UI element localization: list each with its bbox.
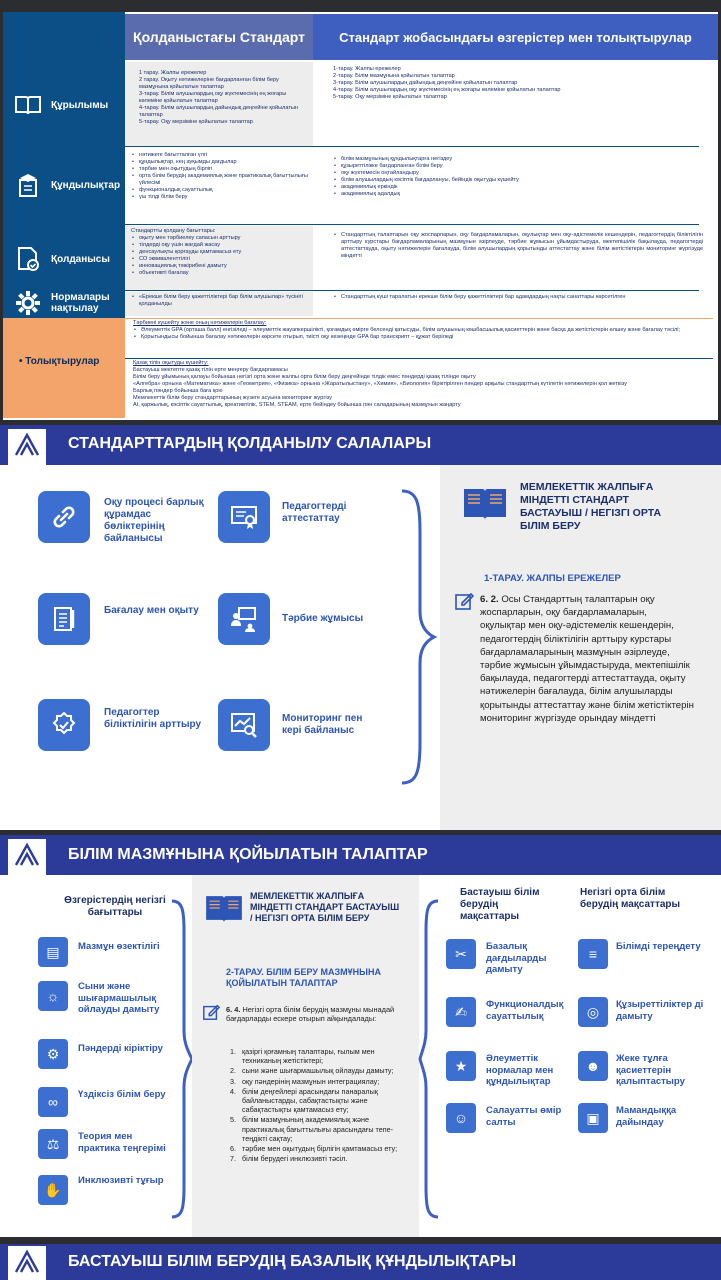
list-text: қазіргі қоғамның талаптары, ғылым мен техниканың жетістіктері; [242, 1047, 375, 1066]
change-item: Теория мен практика теңгерімі [78, 1131, 166, 1154]
text-line: • Стандарттың күші таралатын ерекше білім беру қажеттіліктері бар адамдардың нақты санаттары көрсетілген [333, 294, 703, 301]
divider [17, 146, 699, 147]
row-label-text: Нормалары нақтылау [51, 292, 110, 314]
user-circle-icon: ☻ [578, 1051, 608, 1081]
additions-a-title: Тәрбиені күшейту және оның нәтижелерін бағалау: [133, 320, 267, 326]
text-line: • тәрбие мен оқытудың бірлігі [131, 166, 311, 173]
standard-title: МЕМЛЕКЕТТІК ЖАЛПЫҒА МІНДЕТТІ СТАНДАРТ БАСТАУЫШ / НЕГІЗГІ ОРТА БІЛІМ БЕРУ [520, 481, 662, 532]
text-line: • құндылықтар, кең ауқымды дағдылар [131, 159, 311, 166]
list-text: оқу пәндерінің мазмұнын интеграциялау; [242, 1076, 380, 1086]
tools-icon: ✂ [446, 939, 476, 969]
text-line: 1 тарау. Жалпы ережелер [139, 70, 207, 76]
person-icon: ☺ [446, 1103, 476, 1133]
text-line: Барлық пәндер бойынша баға қою [133, 388, 223, 394]
divider [17, 290, 699, 291]
header-draft-changes: Стандарт жобасындағы өзгерістер мен толықтырулар [313, 14, 718, 60]
text-line: 3-тарау. Білім алушылардың оқу жүктемесінің ең жоғары көлеміне қойылатын талаптар [139, 91, 287, 104]
list-text: тәрбие мен оқытудың бірлігін қамтамасыз ету; [242, 1144, 398, 1154]
area-label: Педагогтер біліктілігін арттыру [104, 707, 202, 730]
text-line: • білім мазмұнының құндылықтарға негіздеу [333, 156, 703, 163]
text-line: • Қорытындысы бойынша бағалау нәтижелерін көрсете отырып, тиісті оқу кезеңінде GPA бар транскрипт – құжат беріледі [133, 334, 713, 341]
brace-left [168, 897, 194, 1227]
text-line: • тілдерді оқу үшін жағдай жасау [131, 242, 307, 249]
row-label-values [13, 172, 125, 198]
text-line: • функционалдық сауаттылық [131, 187, 311, 194]
additions-label-cell [3, 318, 125, 418]
text-line: 1-тарау. Жалпы ережелер [333, 66, 401, 72]
additions-b-title: Қазақ тілін оқытуды күшейту: [133, 360, 209, 366]
open-book-icon [462, 483, 508, 528]
academy-logo [8, 429, 46, 465]
clause-list [226, 1047, 408, 1164]
brace-right [418, 897, 442, 1227]
brain-icon: ☼ [38, 981, 68, 1011]
list-number: 1. [230, 1047, 236, 1056]
edit-icon [454, 591, 474, 616]
list-item [226, 1087, 408, 1115]
clause-text [226, 1005, 406, 1024]
list-text: білім деңгейлері арасындағы панаралық байланыстарды, сабақтастықты және сабақтастықты қамтамасыз ету; [242, 1086, 378, 1115]
text-line: • академиялық адалдық [333, 191, 703, 198]
list-number: 2. [230, 1066, 236, 1076]
text-line: Мемлекеттік білім беру стандарттарының жүзеге асуына мониторинг жүргізу [133, 395, 332, 401]
list-number: 7. [230, 1154, 236, 1164]
goal-item: Жеке тұлға қасиеттерін қалыптастыру [616, 1053, 685, 1087]
list-number: 6. [230, 1144, 236, 1154]
text-line: • «Ерекше білім беру қажеттіліктері бар білім алушылар» түсінігі қолданылды [131, 294, 307, 308]
text-line: • денсаулықты қорғауды қамтамасыз ету [131, 249, 307, 256]
row-label-text: Құрылымы [51, 99, 109, 111]
list-text: білім берудегі инклюзивті тәсіл. [242, 1154, 348, 1164]
clause-body: Осы Стандарттың талаптарын оқу жоспарларын, оқу бағдарламаларын, оқулықтар мен оқу-әдістемелік кешендерін, педагогтердің біліктілігін арттыру курстары бағдарламаларының мазмұнын әзірлеуде, тәрбие жұмысын ұйымдастыруда, мектепішілік бақылауда, педагогтерді аттестаттауда, оқыту нәтижелерін бағалауда, білім алушыларды қорытынды аттестаттау және білім жетістіктерін мониторинг жүргізуде орындау міндетті [480, 594, 694, 724]
list-item [226, 1047, 408, 1065]
cell-structure-draft [333, 66, 703, 126]
text-line: 3-тарау. Білім алушылардың дайындық деңгейіне қойылатын талаптар [333, 80, 518, 86]
additions-upbringing [133, 320, 713, 358]
divider [125, 358, 713, 359]
row-label-structure [13, 92, 125, 118]
change-item: Үздіксіз білім беру [78, 1089, 166, 1100]
comparison-table-panel [3, 12, 718, 420]
header-current-standard: Қолданыстағы Стандарт [125, 14, 313, 60]
text-line: • білім алушылардың кәсіптік бағдарлануы, бейіндік оқытуды күшейту [333, 177, 703, 184]
checklist-icon [38, 593, 90, 645]
usage-title: Стандартты қолдану бағыттары: [131, 228, 216, 234]
change-item: Мазмұн өзектілігі [78, 941, 160, 952]
open-book-icon [204, 891, 244, 930]
text-line: • үш тілді білім беру [131, 194, 311, 201]
list-item [226, 1144, 408, 1153]
area-label: Мониторинг пен кері байланыс [282, 713, 363, 736]
text-line: Білім беру ұйымының қалауы бойынша негізгі орта және жалпы орта білім беру деңгейінде тілдік емес пәндерді қазақ тілінде оқыту [133, 374, 476, 380]
row-label-usage [13, 246, 125, 272]
goal-item: Әлеуметтік нормалар мен құндылықтар [486, 1053, 554, 1087]
clause-text [480, 593, 694, 725]
section-title: СТАНДАРТТАРДЫҢ ҚОЛДАНЫЛУ САЛАЛАРЫ [68, 435, 432, 452]
academy-logo [8, 839, 46, 875]
section-title-band [0, 425, 721, 465]
goal-item: Функционалдық сауаттылық [486, 999, 564, 1022]
goal-item: Мамандыққа дайындау [616, 1105, 677, 1128]
text-line: 5-тарау. Оқу мерзіміне қойылатын талаптар [333, 94, 447, 100]
clause-number: 6. 2. [480, 594, 499, 605]
text-line: • академиялық еркіндік [333, 184, 703, 191]
row-labels-column [3, 12, 125, 318]
list-item [226, 1066, 408, 1075]
list-item [226, 1077, 408, 1086]
content-requirements-panel [0, 835, 721, 1237]
change-item: Сыни және шығармашылық ойлауды дамыту [78, 981, 160, 1015]
clause-number: 6. 4. [226, 1005, 241, 1014]
change-item: Инклюзивті тұғыр [78, 1175, 164, 1186]
text-line: • инновациялық тәжірибені дамыту [131, 263, 307, 270]
row-label-norms [13, 290, 125, 316]
social-star-icon: ★ [446, 1051, 476, 1081]
changes-heading: Өзгерістердің негізгі бағыттары [64, 895, 166, 918]
row-label-text: Құндылықтар [51, 179, 121, 191]
primary-goals-heading: Бастауыш білім берудің мақсаттары [460, 887, 540, 922]
text-line: AI, қаржылық, кәсіптік сауаттылық, креативтілік, STEM, STEAM, ерте бейіндеу бойынша пән саладарының мазмұнын жаңарту [133, 402, 461, 408]
text-line: 4-тарау. Білім алушылардың дайындық деңгейіне қойылатын талаптар [139, 105, 299, 118]
text-line: 4-тарау. Білім алушылардың оқу жүктемесінің ең жоғары көлеміне қойылатын талаптар [333, 87, 561, 93]
text-line: • объективті бағалау [131, 270, 307, 277]
presentation-icon [218, 593, 270, 645]
document-check-icon [13, 246, 43, 272]
change-item: Пәндерді кіріктіру [78, 1043, 163, 1054]
academy-logo [8, 1246, 46, 1280]
goal-item: Салауатты өмір салты [486, 1105, 562, 1128]
text-line: • орта білім берудің академиялық және практикалық бағыттылығы үйлесімі [131, 173, 311, 187]
text-line: • нәтижеге бағытталған үлгі [131, 152, 311, 159]
cell-values-current [131, 152, 311, 224]
text-line: 5-тарау. Оқу мерзіміне қойылатын талаптар [139, 119, 253, 125]
list-number: 3. [230, 1076, 236, 1086]
monitoring-icon [218, 699, 270, 751]
area-label: Тәрбие жұмысы [282, 613, 364, 624]
area-label: Оқу процесі барлық құрамдас бөліктерінің байланысы [104, 497, 204, 544]
chapter-title: 1-ТАРАУ. ЖАЛПЫ ЕРЕЖЕЛЕР [484, 573, 621, 584]
application-areas-panel [0, 425, 721, 830]
list-item [226, 1115, 408, 1143]
list-number: 5. [230, 1115, 236, 1125]
area-label: Бағалау мен оқыту [104, 605, 199, 616]
book-icon [13, 92, 43, 118]
cell-usage-current [125, 226, 313, 290]
goal-item: Құзыреттіліктер ді дамыту [616, 999, 704, 1022]
text-line: 2-тарау. Білім мазмұнына қойылатын талаптар [333, 73, 455, 79]
chapter-title: 2-ТАРАУ. БІЛІМ БЕРУ МАЗМҰНЫНА ҚОЙЫЛАТЫН ТАЛАПТАР [226, 967, 381, 988]
list-item [226, 1154, 408, 1163]
briefcase-icon: ▣ [578, 1103, 608, 1133]
text-line: • Стандарттың талаптарын оқу жоспарларын, оқу бағдарламаларын, оқулықтар мен оқу-әдістемелік кешендерін, педагогтердің біліктілігін арттыру курстары бағдарламаларының мазмұнын әзірлеуде, тәрбие жұмысын ұйымдастыруда, мектепішілік бақылауда, педагогтерді аттестаттауда, оқыту нәтижелерін бағалауда, білім алушылардың қорытынды аттестаттау және білім жетістіктерін мониторинг жүргізуде міндетті [333, 232, 703, 260]
edit-icon [202, 1003, 220, 1026]
row-label-text: Қолданысы [51, 253, 110, 265]
theory-practice-icon: ⚖ [38, 1129, 68, 1159]
list-text: білім мазмұнының академиялық және практикалық бағыттылығы арасындағы тепе-теңдікті сақтау; [242, 1115, 394, 1143]
divider [17, 224, 699, 225]
standard-title: МЕМЛЕКЕТТІК ЖАЛПЫҒА МІНДЕТТІ СТАНДАРТ БАСТАУЫШ / НЕГІЗГІ ОРТА БІЛІМ БЕРУ [250, 891, 400, 923]
cell-values-draft [333, 156, 703, 216]
goal-item: Базалық дағдыларды дамыту [486, 941, 547, 975]
cell-norms-current [125, 292, 313, 316]
text-line: • Әлеуметтік GPA (орташа балл) енгізіледі – әлеуметтік жауапкершілікті, қоғамдық өмірге белсенді қатысуды, білім алушының көшбасшылық қасиеттерін және басқа да жетістіктерін өлшеу және бағалау тәсілі; [133, 327, 713, 334]
text-line: Бастауыш мектепте қазақ тілін ерте меңгеру бағдарламасы [133, 367, 288, 373]
goal-item: Білімді тереңдету [616, 941, 701, 952]
clause-intro: Негізгі орта білім берудің мазмұны мынадай бағдарларды ескере отырып айқындалады: [226, 1005, 395, 1024]
list-text: сыни және шығармашылық ойлауды дамыту; [242, 1066, 394, 1076]
cell-usage-draft [333, 232, 703, 282]
text-line: «Алгебра» орнына «Математика» және «Геометрия», «Физика» орнына «Жаратылыстану», «Химия», «Биология» біріктірілген пәндер арқылы стандарттың күтілетін нәтижелерін қол жеткізу [133, 381, 627, 387]
additions-kazakh-language [133, 360, 713, 418]
row-label-additions [19, 356, 131, 367]
student-book-icon [13, 172, 43, 198]
infinity-icon: ∞ [38, 1087, 68, 1117]
brace-divider [398, 487, 438, 787]
badge-check-icon [38, 699, 90, 751]
text-line: • оқыту мен тәрбиелеу сапасын арттыру [131, 235, 307, 242]
secondary-goals-heading: Негізгі орта білім берудің мақсаттары [580, 887, 681, 910]
certificate-icon [218, 491, 270, 543]
list-number: 4. [230, 1086, 236, 1096]
section-title: БІЛІМ МАЗМҰНЫНА ҚОЙЫЛАТЫН ТАЛАПТАР [68, 846, 428, 863]
text-line: • оқу жүктемесін оңтайландыру [333, 170, 703, 177]
section-title-band [0, 835, 721, 875]
area-label: Педагогтерді аттестаттау [282, 501, 347, 524]
list-icon: ▤ [38, 937, 68, 967]
layers-icon: ≡ [578, 939, 608, 969]
text-line: • құзыреттілікке бағдарланған білім беру [333, 163, 703, 170]
cell-norms-draft [333, 294, 703, 308]
integration-icon: ⚙ [38, 1039, 68, 1069]
cell-structure-current [125, 62, 313, 146]
basic-values-panel [0, 1244, 721, 1280]
row-label-text: • Толықтырулар [19, 356, 100, 367]
competence-icon: ◎ [578, 997, 608, 1027]
link-icon [38, 491, 90, 543]
text-line: 2 тарау. Оқыту нәтижелеріне бағдарланған білім беру мазмұнына қойылатын талаптар [139, 77, 279, 90]
section-title: БАСТАУЫШ БІЛІМ БЕРУДІҢ БАЗАЛЫҚ ҚҰНДЫЛЫҚТАРЫ [68, 1253, 516, 1270]
text-line: • СО эквиваленттілігі [131, 256, 307, 263]
hands-icon: ✋ [38, 1175, 68, 1205]
divider [125, 318, 713, 319]
gear-icon [13, 290, 43, 316]
literacy-icon: ✍ [446, 997, 476, 1027]
